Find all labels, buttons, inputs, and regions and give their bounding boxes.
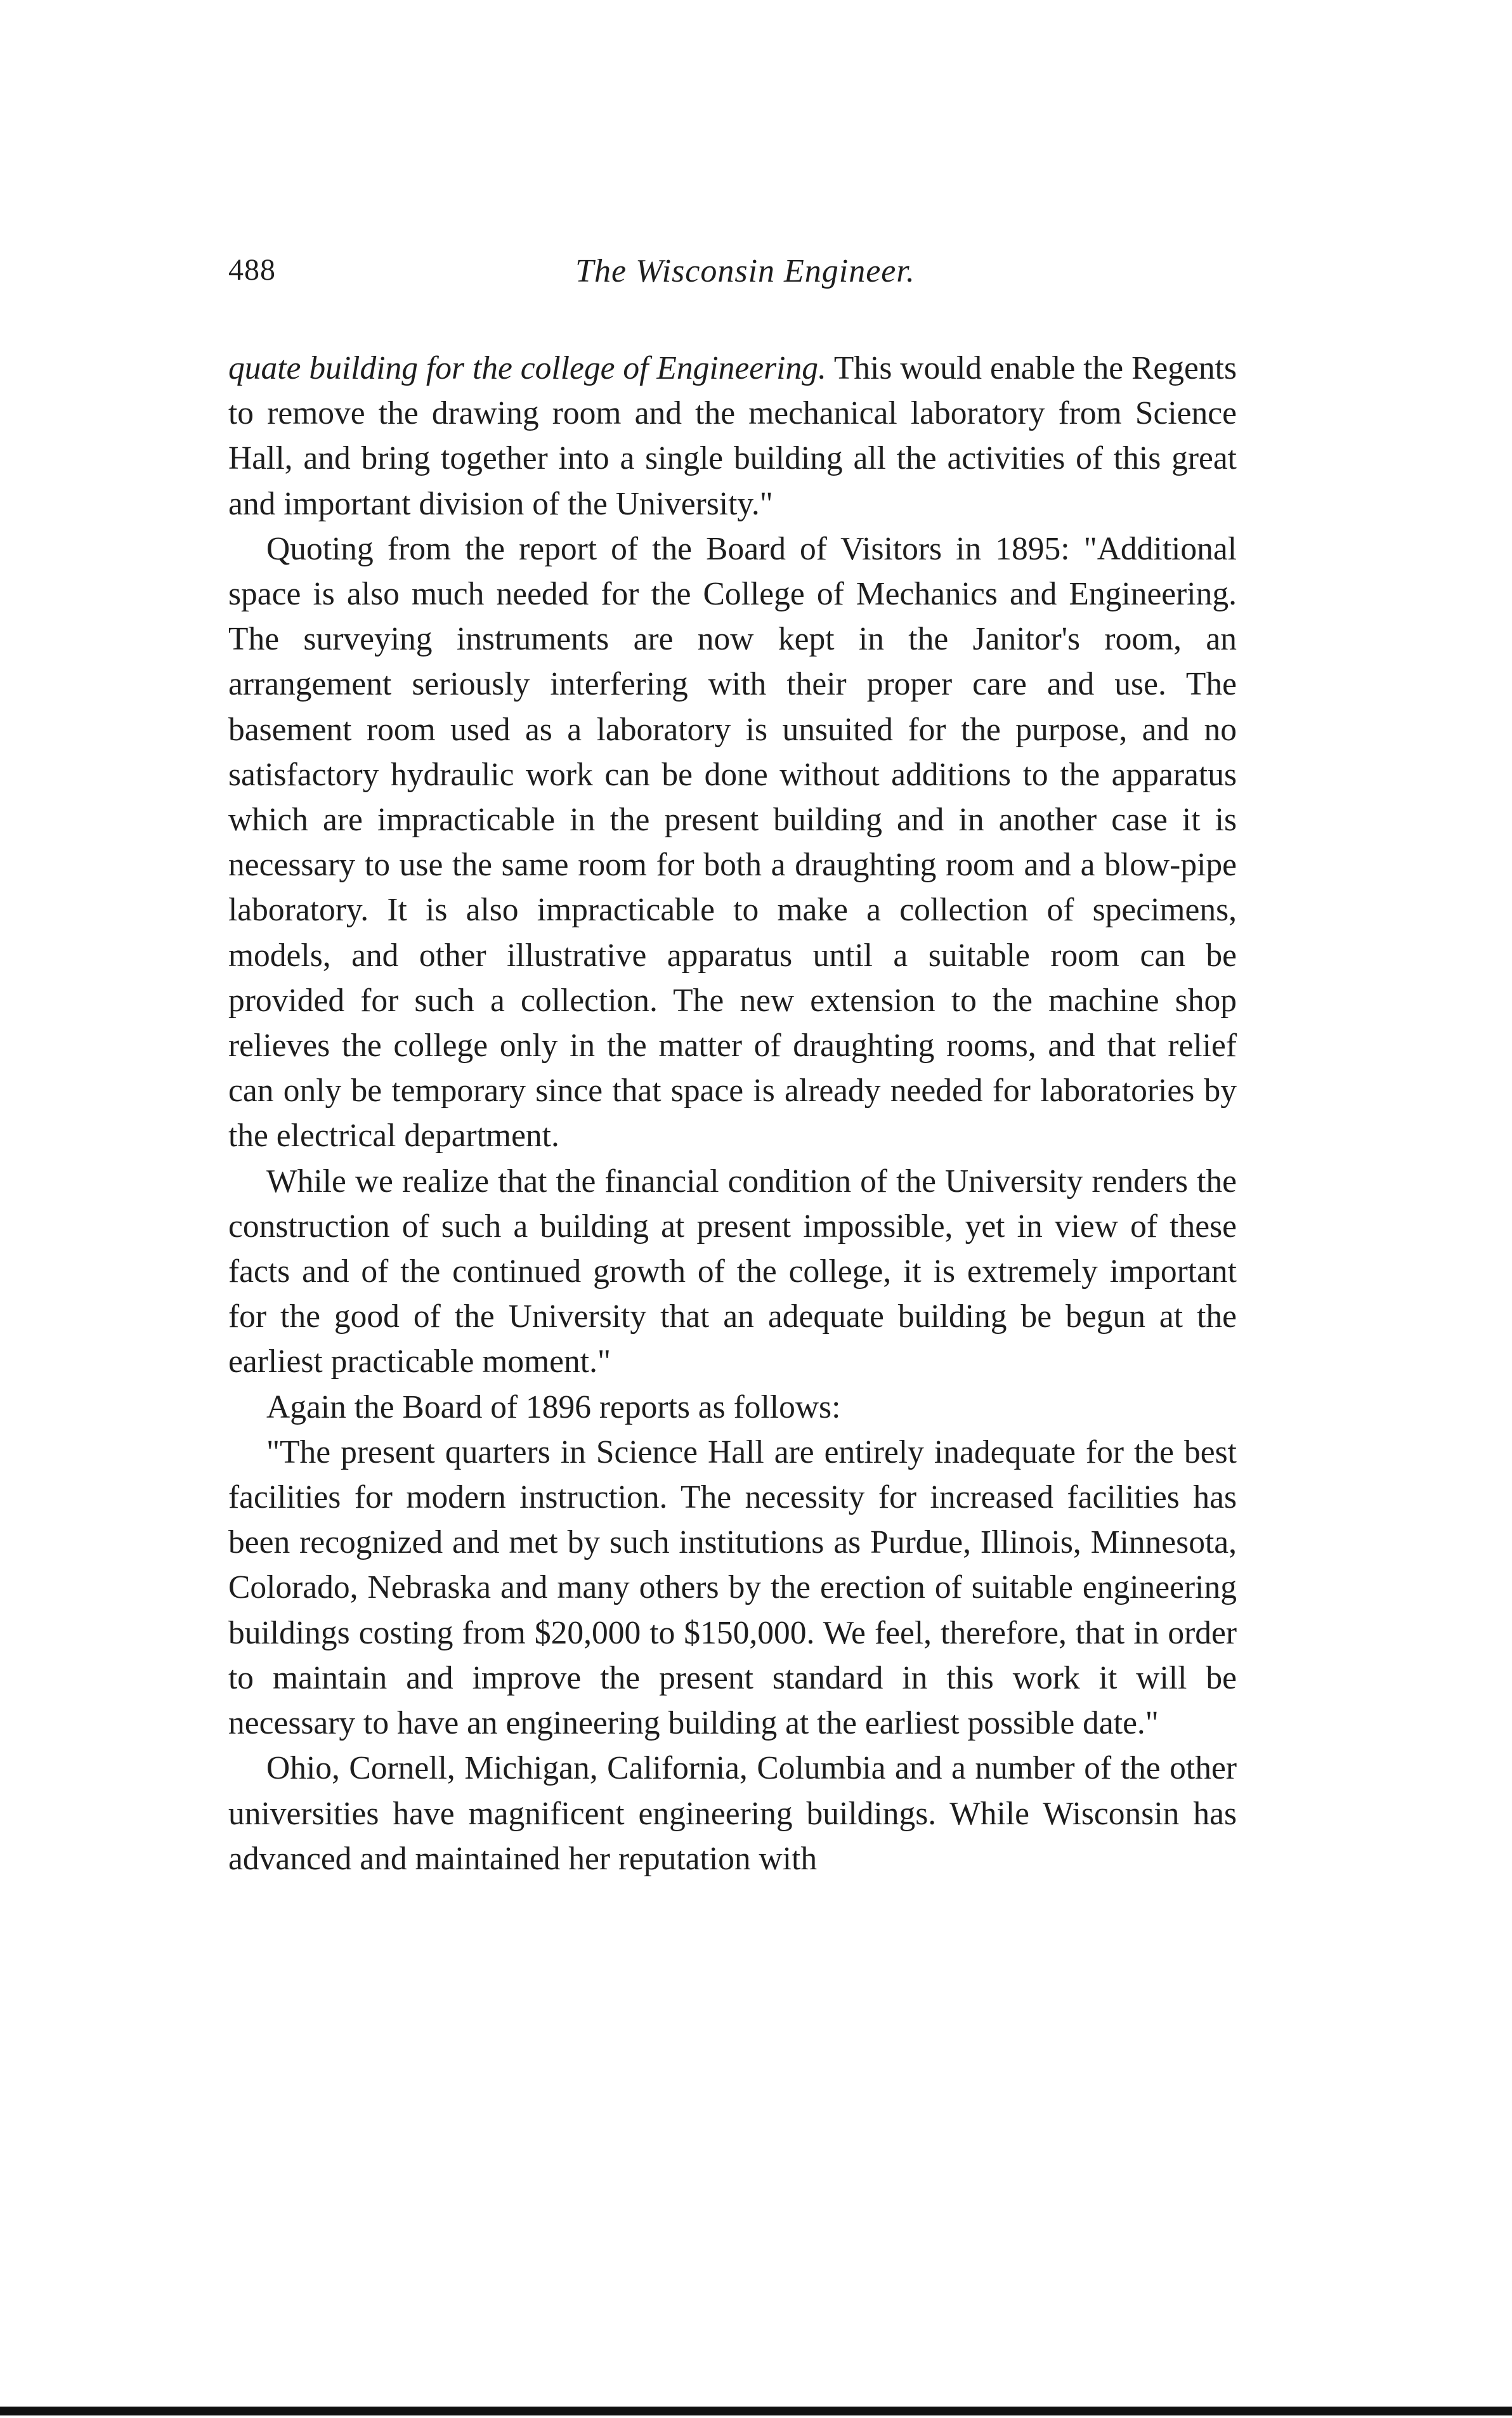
paragraph-3: While we realize that the financial condition of the University renders the construction of such a building at present impossible, yet in view of these facts and of the continued growth of the college, it is extremely important for the good of the University that an adequate building be begun at the earliest practicable moment." [228,1163,1237,1380]
paragraph-4: Again the Board of 1896 reports as follows: [266,1389,841,1425]
page-number: 488 [228,253,276,287]
paragraph-5: "The present quarters in Science Hall are entirely inadequate for the best facilities for modern instruction. The necessity for increased facilities has been recognized and met by such institutions as Purdue, Illinois, Minnesota, Colorado, Nebraska and many others by the erection of suitable engineering buildings costing from $20,000 to $150,000. We feel, therefore, that in order to maintain and improve the present standard in this work it will be necessary to have an engineering building at the earliest possible date." [228,1434,1237,1742]
paragraph-1 [228,346,1237,526]
body-text [228,346,1237,1881]
page-header [228,252,1237,297]
paragraph-6: Ohio, Cornell, Michigan, California, Columbia and a number of the other universities have magnificent engineering buildings. While Wisconsin has advanced and maintained her reputation with [228,1750,1237,1877]
running-title: The Wisconsin Engineer. [575,253,915,289]
scan-edge-rule [0,2407,1512,2415]
paragraph-1-italic: quate building for the college of Engineering. [228,350,826,386]
paragraph-1-text: This would enable the Regents to remove the drawing room and the mechanical laboratory from Science Hall, and bring together into a single building all the activities of this great and important division of the University." [228,350,1237,522]
paragraph-2: Quoting from the report of the Board of Visitors in 1895: "Additional space is also much needed for the College of Mechanics and Engineering. The surveying instruments are now kept in the Janitor's room, an arrangement seriously interfering with their proper care and use. The basement room used as a laboratory is unsuited for the purpose, and no satisfactory hydraulic work can be done without additions to the apparatus which are impracticable in the present building and in another case it is necessary to use the same room for both a draughting room and a blow-pipe laboratory. It is also impracticable to make a collection of specimens, models, and other illustrative apparatus until a suitable room can be provided for such a collection. The new extension to the machine shop relieves the college only in the matter of draughting rooms, and that relief can only be temporary since that space is already needed for laboratories by the electrical department. [228,530,1237,1154]
